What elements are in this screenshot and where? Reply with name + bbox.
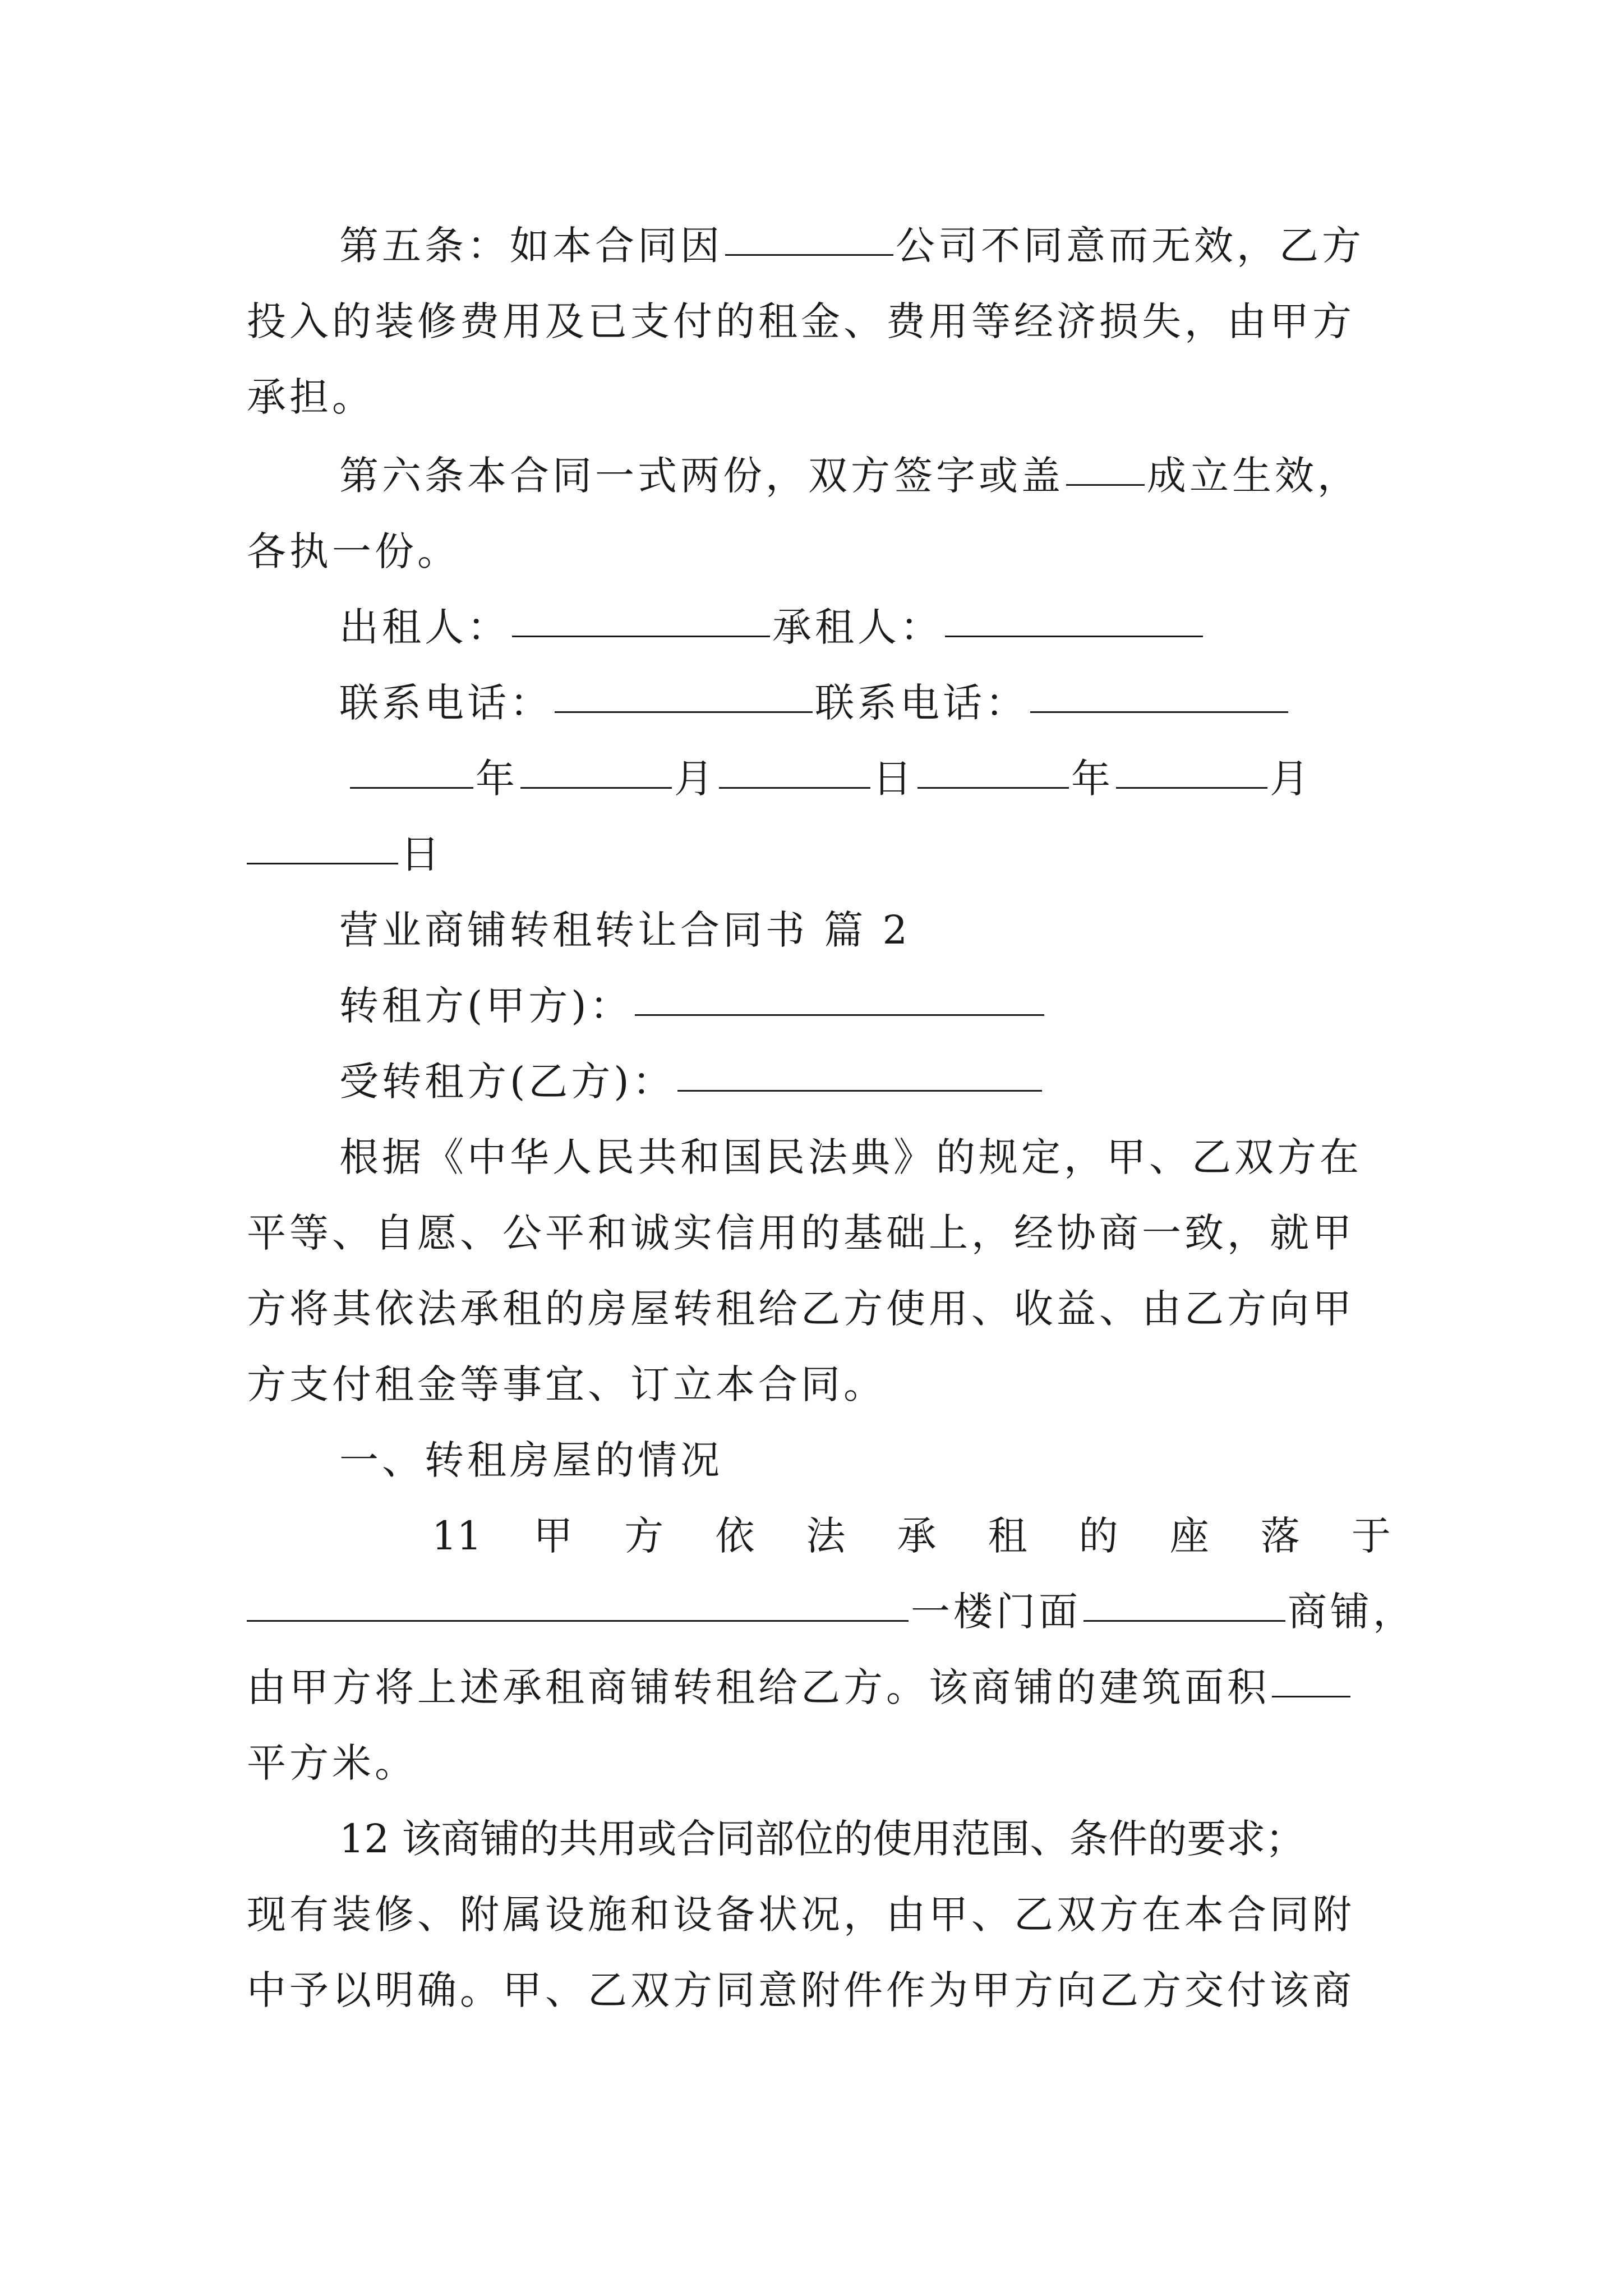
- article6-prefix: 第六条本合同一式两份，双方签字或盖: [339, 453, 1064, 499]
- article5-prefix: 第五条：如本合同因: [339, 223, 723, 269]
- clause11-word: 于: [1351, 1513, 1391, 1559]
- sublessor-label: 转租方(甲方)：: [339, 983, 633, 1029]
- year-label-1: 年: [476, 756, 518, 802]
- intro-line1: 根据《中华人民共和国民法典》的规定，甲、乙双方在: [339, 1134, 1362, 1180]
- heading-rental-property: 一、转租房屋的情况: [339, 1437, 723, 1483]
- clause11-word: 方: [624, 1513, 664, 1559]
- phone-label-1: 联系电话：: [339, 680, 552, 726]
- lessor-phone-blank[interactable]: [555, 711, 813, 713]
- company-name-blank[interactable]: [725, 254, 893, 256]
- clause11-line3-text: 由甲方将上述承租商铺转租给乙方。该商铺的建筑面积: [247, 1664, 1270, 1710]
- article6-line2: 各执一份。: [247, 528, 460, 574]
- year-blank-1[interactable]: [350, 787, 473, 789]
- article5-suffix: 公司不同意而无效，乙方: [896, 223, 1364, 269]
- clause12-line2: 现有装修、附属设施和设备状况，由甲、乙双方在本合同附: [247, 1892, 1355, 1938]
- clause11-word: 甲: [533, 1513, 573, 1559]
- lessor-label: 出租人：: [339, 604, 510, 650]
- section2-title: 营业商铺转租转让合同书 篇 2: [339, 907, 911, 953]
- year-blank-2[interactable]: [917, 787, 1069, 789]
- lessee-blank[interactable]: [945, 636, 1203, 637]
- clause11-line2: [247, 1573, 1415, 1650]
- clause11-line2-end: 商铺，: [1288, 1589, 1415, 1635]
- area-blank[interactable]: [1272, 1696, 1350, 1697]
- clause11-word: 承: [897, 1513, 937, 1559]
- article5-line2: 投入的装修费用及已支付的租金、费用等经济损失，由甲方: [247, 298, 1355, 344]
- clause11-word: 的: [1078, 1513, 1118, 1559]
- location-blank[interactable]: [247, 1620, 909, 1622]
- month-label-1: 月: [674, 756, 717, 802]
- sublessee-label: 受转租方(乙方)：: [339, 1059, 675, 1105]
- phone-line: [339, 665, 1394, 741]
- phone-label-2: 联系电话：: [815, 680, 1028, 726]
- clause11-word: 11: [432, 1513, 482, 1559]
- sublessee-blank[interactable]: [677, 1090, 1042, 1092]
- article6-suffix: 成立生效，: [1147, 453, 1360, 499]
- month-blank-2[interactable]: [1116, 787, 1267, 789]
- clause11-line2-mid: 一楼门面: [911, 1589, 1081, 1635]
- month-label-2: 月: [1270, 756, 1312, 802]
- year-label-2: 年: [1071, 756, 1114, 802]
- sublessor-line: [339, 968, 1394, 1044]
- day-blank-1[interactable]: [719, 787, 870, 789]
- clause11-word: 落: [1260, 1513, 1300, 1559]
- clause11-word: 法: [806, 1513, 846, 1559]
- article5-line1: [339, 208, 1394, 284]
- clause11-line3: [247, 1649, 1391, 1726]
- article6-line1: [339, 438, 1394, 514]
- lessee-label: 承租人：: [772, 604, 943, 650]
- signature-line: [339, 589, 1394, 665]
- clause11-line1: [432, 1498, 1391, 1574]
- intro-line3: 方将其依法承租的房屋转租给乙方使用、收益、由乙方向甲: [247, 1286, 1355, 1332]
- sublessor-blank[interactable]: [635, 1014, 1044, 1016]
- clause12-line1: 12 该商铺的共用或合同部位的使用范围、条件的要求；: [339, 1816, 1305, 1862]
- month-blank-1[interactable]: [520, 787, 672, 789]
- intro-line2: 平等、自愿、公平和诚实信用的基础上，经协商一致，就甲: [247, 1210, 1355, 1256]
- clause11-word: 租: [988, 1513, 1027, 1559]
- day-label-1: 日: [873, 756, 915, 802]
- date-line: [348, 740, 1402, 817]
- seal-blank[interactable]: [1066, 484, 1145, 486]
- day-blank-2[interactable]: [247, 863, 398, 864]
- clause11-word: 依: [715, 1513, 755, 1559]
- article5-line3: 承担。: [247, 374, 375, 420]
- clause12-line3: 中予以明确。甲、乙双方同意附件作为甲方向乙方交付该商: [247, 1967, 1355, 2013]
- intro-line4: 方支付租金等事宜、订立本合同。: [247, 1361, 886, 1407]
- lessee-phone-blank[interactable]: [1030, 711, 1288, 713]
- sublessee-line: [339, 1043, 1394, 1120]
- clause11-word: 座: [1169, 1513, 1209, 1559]
- clause11-line4: 平方米。: [247, 1740, 417, 1786]
- date-line-2: [247, 816, 1391, 892]
- day-label-2: 日: [400, 831, 443, 877]
- shop-number-blank[interactable]: [1083, 1620, 1285, 1622]
- lessor-blank[interactable]: [512, 636, 770, 637]
